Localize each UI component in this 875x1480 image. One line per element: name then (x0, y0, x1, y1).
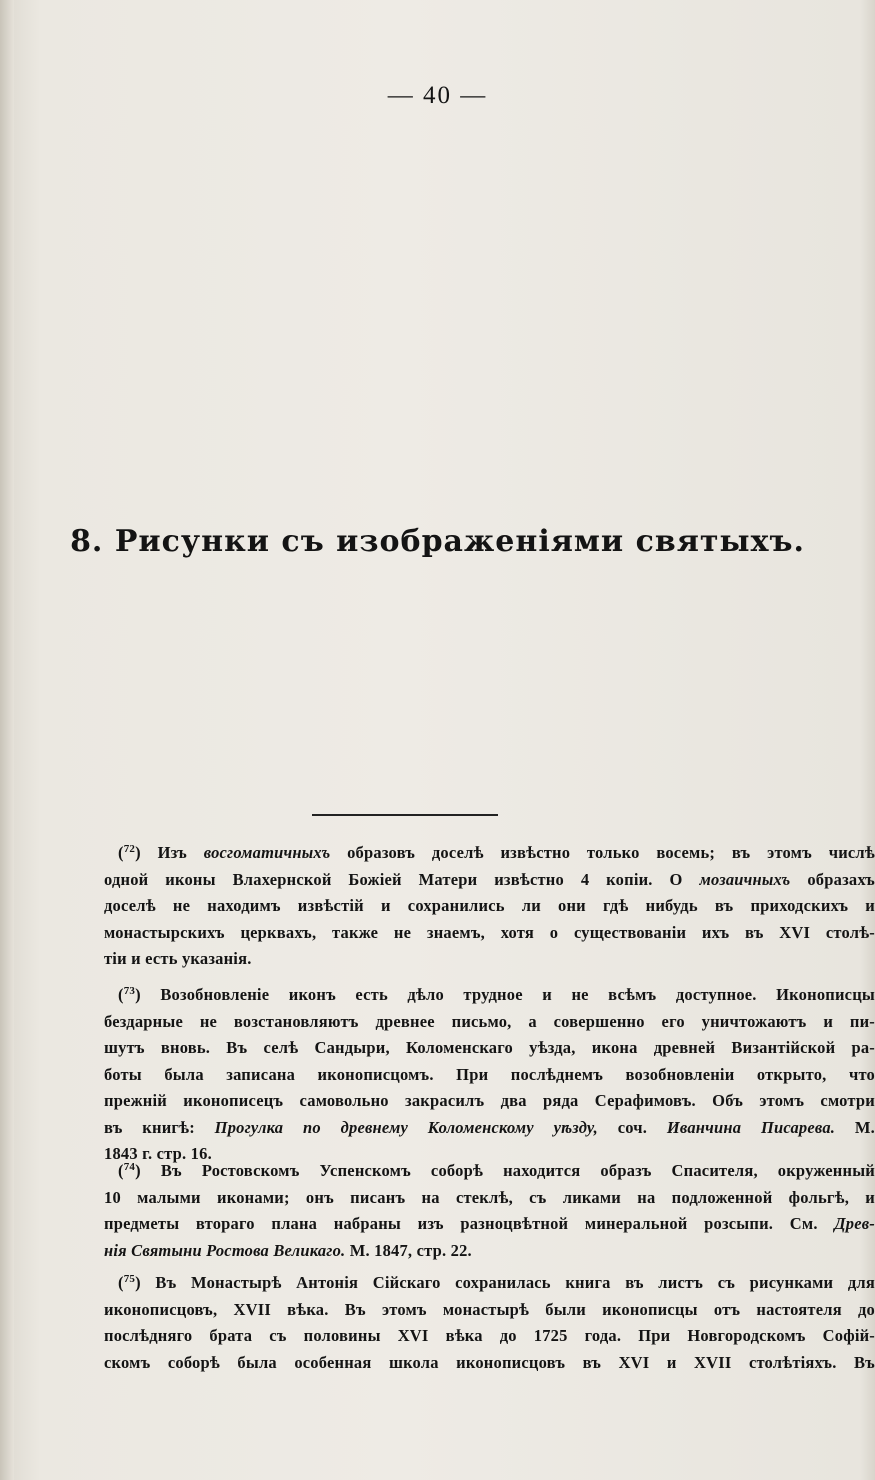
footnote-line (104, 1062, 875, 1089)
text-run: въ книгѣ: (104, 1117, 215, 1137)
italic-phrase: Прогулка по древнему Коломенскому уѣзду, (214, 1117, 598, 1137)
footnote-mark-open: ( (118, 1161, 124, 1180)
footnote-mark-close: ) (135, 985, 161, 1004)
page-binding-shadow (0, 0, 14, 1480)
footnote-line (104, 1270, 875, 1297)
footnote-mark-close: ) (135, 1273, 156, 1292)
footnote-line (104, 1115, 875, 1142)
footnote-mark: 75 (123, 1273, 136, 1285)
text-run: шутъ вновь. Въ селѣ Сандыри, Коломенскаго уѣзда, икона древней Византійской ра- (104, 1038, 875, 1057)
footnote-mark-open: ( (118, 843, 124, 862)
footnote-line (104, 840, 875, 867)
italic-phrase: нія Святыни Ростова Великаго. (104, 1240, 346, 1260)
page-number: — 40 — (387, 82, 488, 109)
footnote-line (104, 1211, 875, 1238)
text-run: монастырскихъ церквахъ, также не знаемъ, хотя о существованіи ихъ въ XVI столѣ- (104, 922, 875, 942)
footnote-line (104, 1297, 875, 1324)
footnote-mark-close: ) (135, 1161, 161, 1180)
footnote-line (104, 893, 875, 920)
text-run: бездарные не возстановляютъ древнее письмо, а совершенно его уничтожаютъ и пи- (104, 1011, 875, 1031)
italic-phrase: Древ- (834, 1214, 875, 1233)
text-run: скомъ соборѣ была особенная школа иконописцовъ въ XVI и XVII столѣтіяхъ. Въ (104, 1352, 875, 1372)
footnote-75 (104, 1270, 875, 1376)
italic-phrase: восгоматичныхъ (203, 843, 331, 862)
footnote-separator (312, 814, 498, 816)
text-run: предметы втораго плана набраны изъ разноцвѣтной минеральной розсыпи. См. (104, 1214, 835, 1233)
footnote-72 (104, 840, 875, 973)
footnote-line (104, 1158, 875, 1185)
section-heading: 8. Рисунки съ изображеніями святыхъ. (70, 524, 805, 559)
footnote-line (104, 1009, 875, 1036)
footnote-line (104, 1088, 875, 1115)
text-run: образовъ доселѣ извѣстно только восемь; въ этомъ числѣ (330, 843, 875, 862)
footnote-mark: 72 (123, 843, 136, 855)
footnote-line (104, 920, 875, 947)
footnote-mark-open: ( (118, 1273, 124, 1292)
text-run: прежній иконописецъ самовольно закрасилъ два ряда Серафимовъ. Объ этомъ смотри (104, 1091, 875, 1110)
footnote-mark: 73 (123, 985, 136, 997)
text-run: М. 1847, стр. 22. (345, 1240, 472, 1260)
text-run: боты была записана иконописцомъ. При послѣднемъ возобновленіи открыто, что (104, 1064, 875, 1084)
footnote-line (104, 1185, 875, 1212)
footnote-mark-close: ) (135, 843, 158, 862)
footnote-mark-open: ( (118, 985, 124, 1004)
footnote-line (104, 867, 875, 894)
footnote-line (104, 1035, 875, 1062)
text-run: Изъ (157, 843, 204, 862)
footnote-line (104, 1323, 875, 1350)
text-run: соч. (597, 1117, 667, 1137)
footnote-mark: 74 (123, 1161, 136, 1173)
text-run: Возобновленіе иконъ есть дѣло трудное и не всѣмъ доступное. Иконописцы (160, 985, 875, 1004)
footnote-line (104, 946, 875, 973)
footnote-line (104, 1238, 875, 1265)
text-run: послѣдняго брата съ половины XVI вѣка до 1725 года. При Новгородскомъ Софій- (104, 1326, 875, 1345)
text-run: 10 малыми иконами; онъ писанъ на стеклѣ, съ ликами на подложенной фольгѣ, и (104, 1187, 875, 1207)
text-run: Въ Монастырѣ Антонія Сійскаго сохранилась книга въ листъ съ рисунками для (155, 1273, 875, 1292)
text-run: одной иконы Влахернской Божіей Матери извѣстно 4 копіи. О (104, 869, 700, 889)
text-run: 1843 г. стр. 16. (104, 1144, 212, 1163)
italic-phrase: мозаичныхъ (699, 869, 791, 889)
footnote-line (104, 982, 875, 1009)
text-run: М. (835, 1117, 875, 1137)
text-run: Въ Ростовскомъ Успенскомъ соборѣ находится образъ Спасителя, окруженный (160, 1161, 875, 1180)
text-run: тіи и есть указанія. (104, 949, 252, 968)
text-run: доселѣ не находимъ извѣстій и сохранились ли они гдѣ нибудь въ приходскихъ и (104, 896, 875, 915)
text-run: иконописцовъ, XVII вѣка. Въ этомъ монастырѣ были иконописцы отъ настоятеля до (104, 1299, 875, 1319)
footnote-73 (104, 982, 875, 1168)
text-run: образахъ (790, 869, 875, 889)
footnote-74 (104, 1158, 875, 1264)
italic-phrase: Иванчина Писарева. (666, 1117, 836, 1137)
footnote-line (104, 1350, 875, 1377)
